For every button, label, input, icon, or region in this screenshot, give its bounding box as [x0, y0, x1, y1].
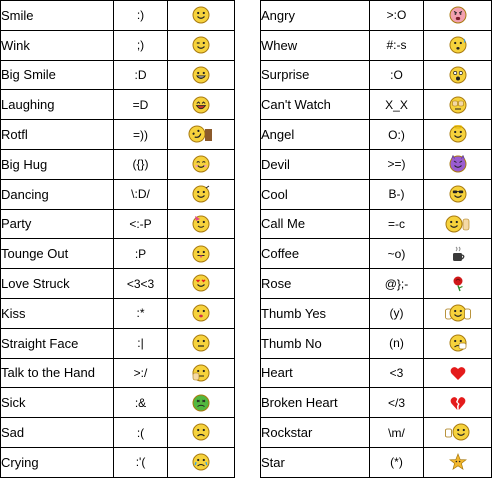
table-row	[1, 418, 235, 448]
emoticon-name: Call Me	[261, 209, 370, 239]
emoticon-icon-cell	[424, 298, 492, 328]
table-row	[1, 179, 235, 209]
table-row	[1, 30, 235, 60]
emoticon-code: (*)	[370, 447, 424, 477]
emoticon-code: @};-	[370, 269, 424, 299]
emoticon-icon-cell	[424, 179, 492, 209]
thumb-no-icon	[449, 334, 467, 352]
table-row	[1, 209, 235, 239]
emoticon-name: Angry	[261, 1, 370, 31]
table-row	[1, 447, 235, 477]
emoticon-icon-cell	[424, 149, 492, 179]
emoticon-icon-cell	[424, 239, 492, 269]
call-me-icon	[445, 215, 471, 233]
angel-icon	[449, 125, 467, 143]
devil-icon	[449, 155, 467, 173]
love-struck-icon	[192, 274, 210, 292]
emoticon-icon-cell	[424, 30, 492, 60]
table-row	[1, 298, 235, 328]
emoticon-code: :&	[114, 388, 168, 418]
party-icon	[192, 215, 210, 233]
big-hug-icon	[192, 155, 210, 173]
dancing-icon	[192, 185, 210, 203]
emoticon-icon-cell	[168, 90, 235, 120]
sick-icon	[192, 394, 210, 412]
laughing-icon	[192, 96, 210, 114]
table-row	[261, 60, 492, 90]
table-row	[261, 418, 492, 448]
emoticon-name: Rockstar	[261, 418, 370, 448]
emoticon-code: :O	[370, 60, 424, 90]
emoticon-icon-cell	[168, 358, 235, 388]
emoticon-code: O:)	[370, 120, 424, 150]
sad-icon	[192, 423, 210, 441]
emoticon-name: Star	[261, 447, 370, 477]
crying-icon	[192, 453, 210, 471]
table-row	[261, 209, 492, 239]
emoticon-code: </3	[370, 388, 424, 418]
emoticon-code: =))	[114, 120, 168, 150]
emoticon-name: Big Hug	[1, 149, 114, 179]
table-row	[1, 60, 235, 90]
emoticon-name: Smile	[1, 1, 114, 31]
thumb-yes-icon	[445, 304, 471, 322]
emoticon-icon-cell	[424, 90, 492, 120]
broken-heart-icon	[449, 394, 467, 412]
emoticon-code: >:/	[114, 358, 168, 388]
emoticon-icon-cell	[168, 179, 235, 209]
table-row	[1, 388, 235, 418]
emoticon-name: Coffee	[261, 239, 370, 269]
emoticon-icon-cell	[424, 328, 492, 358]
rotfl-icon	[188, 125, 214, 143]
emoticon-icon-cell	[424, 120, 492, 150]
whew-icon	[449, 36, 467, 54]
table-row	[1, 269, 235, 299]
wink-icon	[192, 36, 210, 54]
emoticon-code: <3	[370, 358, 424, 388]
table-row	[261, 328, 492, 358]
emoticon-name: Crying	[1, 447, 114, 477]
big-smile-icon	[192, 66, 210, 84]
emoticon-code: :)	[114, 1, 168, 31]
emoticon-icon-cell	[424, 209, 492, 239]
emoticon-code: >=)	[370, 149, 424, 179]
rockstar-icon	[445, 423, 471, 441]
emoticon-icon-cell	[168, 447, 235, 477]
emoticon-name: Devil	[261, 149, 370, 179]
emoticon-name: Thumb No	[261, 328, 370, 358]
table-row	[1, 149, 235, 179]
emoticon-icon-cell	[424, 358, 492, 388]
table-row	[1, 1, 235, 31]
emoticon-code: ({})	[114, 149, 168, 179]
table-row	[1, 239, 235, 269]
table-row	[1, 358, 235, 388]
emoticon-name: Straight Face	[1, 328, 114, 358]
emoticon-name: Cool	[261, 179, 370, 209]
emoticon-icon-cell	[424, 447, 492, 477]
emoticon-name: Can't Watch	[261, 90, 370, 120]
emoticon-icon-cell	[168, 328, 235, 358]
emoticon-code: B-)	[370, 179, 424, 209]
emoticon-code: :P	[114, 239, 168, 269]
table-row	[261, 179, 492, 209]
table-row	[261, 358, 492, 388]
emoticon-icon-cell	[168, 60, 235, 90]
table-row	[261, 90, 492, 120]
emoticon-name: Wink	[1, 30, 114, 60]
emoticon-code: #:-s	[370, 30, 424, 60]
table-row	[261, 120, 492, 150]
rose-icon	[449, 274, 467, 292]
emoticon-name: Talk to the Hand	[1, 358, 114, 388]
emoticon-code: X_X	[370, 90, 424, 120]
cool-icon	[449, 185, 467, 203]
emoticon-name: Party	[1, 209, 114, 239]
emoticon-name: Thumb Yes	[261, 298, 370, 328]
emoticon-code: <3<3	[114, 269, 168, 299]
emoticon-icon-cell	[168, 388, 235, 418]
emoticon-icon-cell	[424, 1, 492, 31]
emoticon-icon-cell	[168, 418, 235, 448]
emoticon-name: Big Smile	[1, 60, 114, 90]
kiss-icon	[192, 304, 210, 322]
emoticon-code: <:-P	[114, 209, 168, 239]
emoticon-code: ~o)	[370, 239, 424, 269]
cant-watch-icon	[449, 96, 467, 114]
coffee-icon	[449, 245, 467, 263]
emoticon-code: =-c	[370, 209, 424, 239]
emoticon-code: :*	[114, 298, 168, 328]
emoticon-icon-cell	[168, 30, 235, 60]
emoticon-name: Sad	[1, 418, 114, 448]
emoticon-icon-cell	[168, 1, 235, 31]
emoticon-name: Kiss	[1, 298, 114, 328]
emoticon-code: :'(	[114, 447, 168, 477]
table-row	[261, 239, 492, 269]
emoticon-name: Sick	[1, 388, 114, 418]
emoticon-code: :|	[114, 328, 168, 358]
heart-icon	[449, 364, 467, 382]
angry-icon	[449, 6, 467, 24]
table-row	[261, 298, 492, 328]
table-row	[261, 388, 492, 418]
table-row	[1, 328, 235, 358]
emoticon-name: Whew	[261, 30, 370, 60]
emoticon-icon-cell	[424, 60, 492, 90]
star-icon	[449, 453, 467, 471]
smile-icon	[192, 6, 210, 24]
talk-to-the-hand-icon	[192, 364, 210, 382]
emoticon-name: Surprise	[261, 60, 370, 90]
emoticon-name: Broken Heart	[261, 388, 370, 418]
emoticon-icon-cell	[168, 269, 235, 299]
table-row	[1, 90, 235, 120]
emoticon-table-right	[260, 0, 492, 478]
straight-face-icon	[192, 334, 210, 352]
emoticon-code: (y)	[370, 298, 424, 328]
table-row	[261, 1, 492, 31]
emoticon-code: ;)	[114, 30, 168, 60]
emoticon-code: \:D/	[114, 179, 168, 209]
emoticon-icon-cell	[424, 269, 492, 299]
emoticon-name: Love Struck	[1, 269, 114, 299]
emoticon-code: >:O	[370, 1, 424, 31]
emoticon-icon-cell	[168, 149, 235, 179]
emoticon-code: =D	[114, 90, 168, 120]
table-row	[261, 30, 492, 60]
emoticon-name: Angel	[261, 120, 370, 150]
table-row	[261, 447, 492, 477]
emoticon-code: (n)	[370, 328, 424, 358]
surprise-icon	[449, 66, 467, 84]
emoticon-icon-cell	[168, 298, 235, 328]
table-row	[1, 120, 235, 150]
emoticon-code: :(	[114, 418, 168, 448]
emoticon-code: :D	[114, 60, 168, 90]
emoticon-icon-cell	[424, 418, 492, 448]
tongue-out-icon	[192, 245, 210, 263]
emoticon-name: Dancing	[1, 179, 114, 209]
emoticon-name: Heart	[261, 358, 370, 388]
emoticon-name: Tounge Out	[1, 239, 114, 269]
emoticon-name: Rotfl	[1, 120, 114, 150]
emoticon-code: \m/	[370, 418, 424, 448]
table-row	[261, 269, 492, 299]
emoticon-table-left	[0, 0, 235, 478]
emoticon-name: Laughing	[1, 90, 114, 120]
emoticon-icon-cell	[168, 120, 235, 150]
emoticon-name: Rose	[261, 269, 370, 299]
table-row	[261, 149, 492, 179]
emoticon-icon-cell	[168, 209, 235, 239]
emoticon-icon-cell	[424, 388, 492, 418]
emoticon-icon-cell	[168, 239, 235, 269]
